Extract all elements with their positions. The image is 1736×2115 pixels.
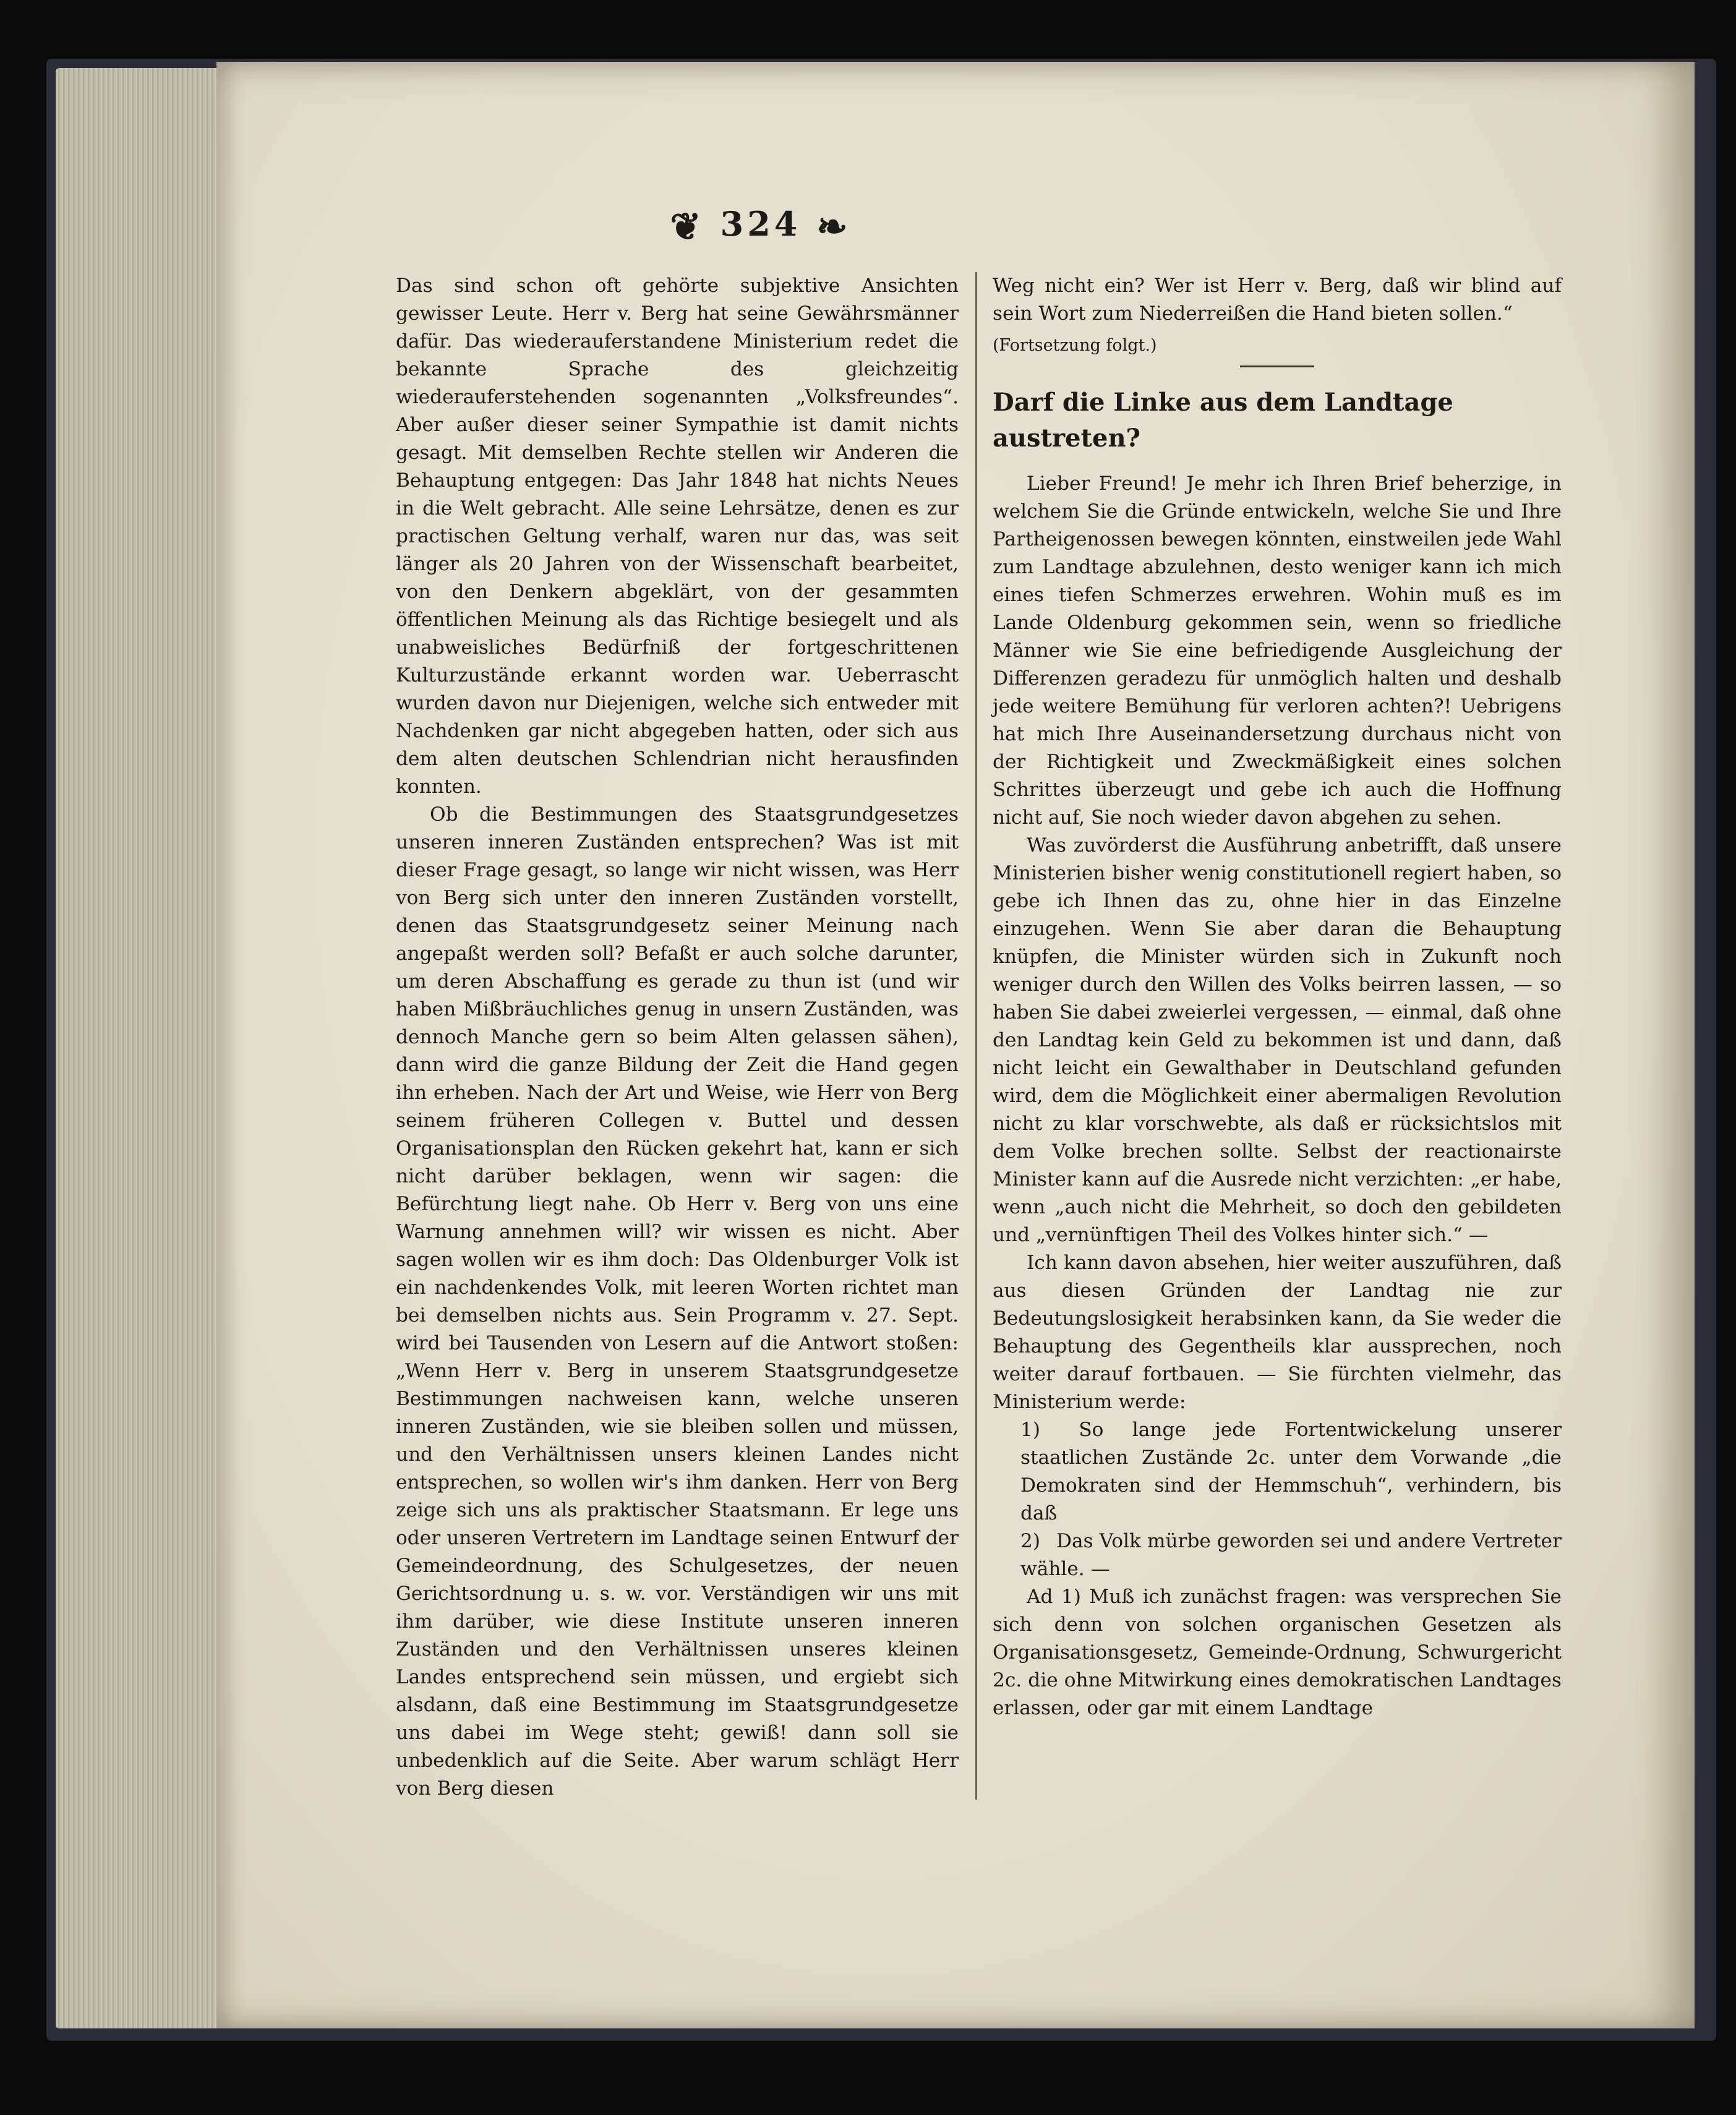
list-text: Das Volk mürbe geworden sei und andere Vertreter wähle. — xyxy=(1020,1530,1562,1580)
list-text: So lange jede Fortentwickelung unserer staatlichen Zustände 2c. unter dem Vorwande „die Demokraten sind der Hemmschuh“, verhindern, bis daß xyxy=(1020,1419,1562,1524)
paragraph: Was zuvörderst die Ausführung anbetrifft, daß unsere Ministerien bisher wenig constitutionell regiert haben, so gebe ich Ihnen das zu, ohne hier in das Einzelne einzugehen. Wenn Sie aber daran die Behauptung knüpfen, die Minister würden sich in Zukunft noch weniger durch den Willen des Volks beirren lassen, — so haben Sie dabei zweierlei vergessen, — einmal, daß ohne den Landtag kein Geld zu bekommen ist und dann, daß nicht leicht ein Gewalthaber in Deutschland gefunden wird, dem die Möglichkeit einer abermaligen Revolution nicht zu klar vorschwebte, als daß er rücksichtslos mit dem Volke brechen sollte. Selbst der reactionairste Minister kann auf die Ausrede nicht verzichten: „er habe, wenn „auch nicht die Mehrheit, so doch den gebildeten und „vernünftigen Theil des Volkes hinter sich.“ — xyxy=(993,834,1562,1246)
page-number: 324 xyxy=(720,204,802,244)
article-title-line2: austreten? xyxy=(993,424,1140,453)
list-number: 1) xyxy=(1020,1419,1041,1441)
left-column xyxy=(396,272,959,1803)
paragraph: Das sind schon oft gehörte subjektive Ansichten gewisser Leute. Herr v. Berg hat seine Gewährsmänner dafür. Das wiederauferstandene Ministerium redet die bekannte Sprache des gleichzeitig wiederauferstehenden sogenannten „Volksfreundes“. Aber außer dieser seiner Sympathie ist damit nichts gesagt. Mit demselben Rechte stellen wir Anderen die Behauptung entgegen: Das Jahr 1848 hat nichts Neues in die Welt gebracht. Alle seine Lehrsätze, denen es zur practischen Geltung verhalf, waren nur das, was seit länger als 20 Jahren von der Wissenschaft bearbeitet, von den Denkern abgeklärt, von der gesammten öffentlichen Meinung als das Richtige besiegelt und als unabweisliches Bedürfniß der fortgeschrittenen Kulturzustände erkannt worden war. Ueberrascht wurden davon nur Diejenigen, welche sich entweder mit Nachdenken gar nicht abgegeben hatten, oder sich aus dem alten deutschen Schlendrian nicht herausfinden konnten. xyxy=(396,275,959,798)
list-item xyxy=(1020,1416,1562,1528)
column-rule xyxy=(975,272,977,1800)
ornament-right-icon: ❧ xyxy=(816,205,852,249)
paragraph: Ich kann davon absehen, hier weiter auszuführen, daß aus diesen Gründen der Landtag nie zur Bedeutungslosigkeit herabsinken kann, da Sie weder die Behauptung des Gegentheils klar aussprechen, noch weiter darauf fortbauen. — Sie fürchten vielmehr, das Ministerium werde: xyxy=(993,1252,1562,1413)
section-divider xyxy=(1240,365,1314,367)
continuation-text: Weg nicht ein? Wer ist Herr v. Berg, daß wir blind auf sein Wort zum Niederreißen die Hand bieten sollen.“ xyxy=(993,275,1562,325)
paragraph: Lieber Freund! Je mehr ich Ihren Brief beherzige, in welchem Sie die Gründe entwickeln, welche Sie und Ihre Partheigenossen bewegen könnten, einstweilen jede Wahl zum Landtage abzulehnen, desto weniger kann ich mich eines tiefen Schmerzes erwehren. Wohin muß es im Lande Oldenburg gekommen sein, wenn so friedliche Männer wie Sie eine befriedigende Ausgleichung der Differenzen geradezu für unmöglich halten und deshalb jede weitere Bemühung für verloren achten?! Uebrigens hat mich Ihre Auseinandersetzung durchaus nicht von der Richtigkeit und Zweckmäßigkeit eines solchen Schrittes überzeugt und gebe ich auch die Hoffnung nicht auf, Sie noch wieder davon abgehen zu sehen. xyxy=(993,472,1562,829)
list-item xyxy=(1020,1528,1562,1583)
paragraph: Ad 1) Muß ich zunächst fragen: was versprechen Sie sich denn von solchen organischen Gesetzen als Organisationsgesetz, Gemeinde-Ordnung, Schwurgericht 2c. die ohne Mitwirkung eines demokratischen Landtages erlassen, oder gar mit einem Landtage xyxy=(993,1586,1562,1719)
article-title xyxy=(993,385,1562,456)
right-column xyxy=(993,272,1562,1722)
paragraph: Ob die Bestimmungen des Staatsgrundgesetzes unseren inneren Zuständen entsprechen? Was ist mit dieser Frage gesagt, so lange wir nicht wissen, was Herr von Berg sich unter den inneren Zuständen vorstellt, denen das Staatsgrundgesetz seiner Meinung nach angepaßt werden soll? Befaßt er auch solche darunter, um deren Abschaffung es gerade zu thun ist (und wir haben Mißbräuchliches genug in unsern Zuständen, was dennoch Manche gern so beim Alten gelassen sähen), dann wird die ganze Bildung der Zeit die Hand gegen ihn erheben. Nach der Art und Weise, wie Herr von Berg seinem früheren Collegen v. Buttel und dessen Organisationsplan den Rücken gekehrt hat, kann er sich nicht darüber beklagen, wenn wir sagen: die Befürchtung liegt nahe. Ob Herr v. Berg von uns eine Warnung annehmen will? wir wissen es nicht. Aber sagen wollen wir es ihm doch: Das Oldenburger Volk ist ein nachdenkendes Volk, mit leeren Worten richtet man bei demselben nichts aus. Sein Programm v. 27. Sept. wird bei Tausenden von Lesern auf die Antwort stoßen: „Wenn Herr v. Berg in unserem Staatsgrundgesetze Bestimmungen nachweisen kann, welche unseren inneren Zuständen, wie sie bleiben sollen und müssen, und den Verhältnissen unsers kleinen Landes nicht entsprechen, so wollen wir's ihm danken. Herr von Berg zeige sich uns als praktischer Staatsmann. Er lege uns oder unseren Vertretern im Landtage seinen Entwurf der Gemeindeordnung, des Schulgesetzes, der neuen Gerichtsordnung u. s. w. vor. Verständigen wir uns mit ihm darüber, wie diese Institute unseren inneren Zuständen und den Verhältnissen unseres kleinen Landes entsprechend sein müssen, und ergiebt sich alsdann, daß eine Bestimmung im Staatsgrundgesetze uns dabei im Wege steht; gewiß! dann soll sie unbedenklich auf die Seite. Aber warum schlägt Herr von Berg diesen xyxy=(396,803,959,1800)
ornament-left-icon: ❦ xyxy=(670,205,705,249)
continued-note: (Fortsetzung folgt.) xyxy=(993,336,1157,355)
list-number: 2) xyxy=(1020,1530,1041,1552)
page-edges xyxy=(56,68,223,2028)
page-header xyxy=(0,204,1521,249)
article-title-line1: Darf die Linke aus dem Landtage xyxy=(993,388,1453,417)
